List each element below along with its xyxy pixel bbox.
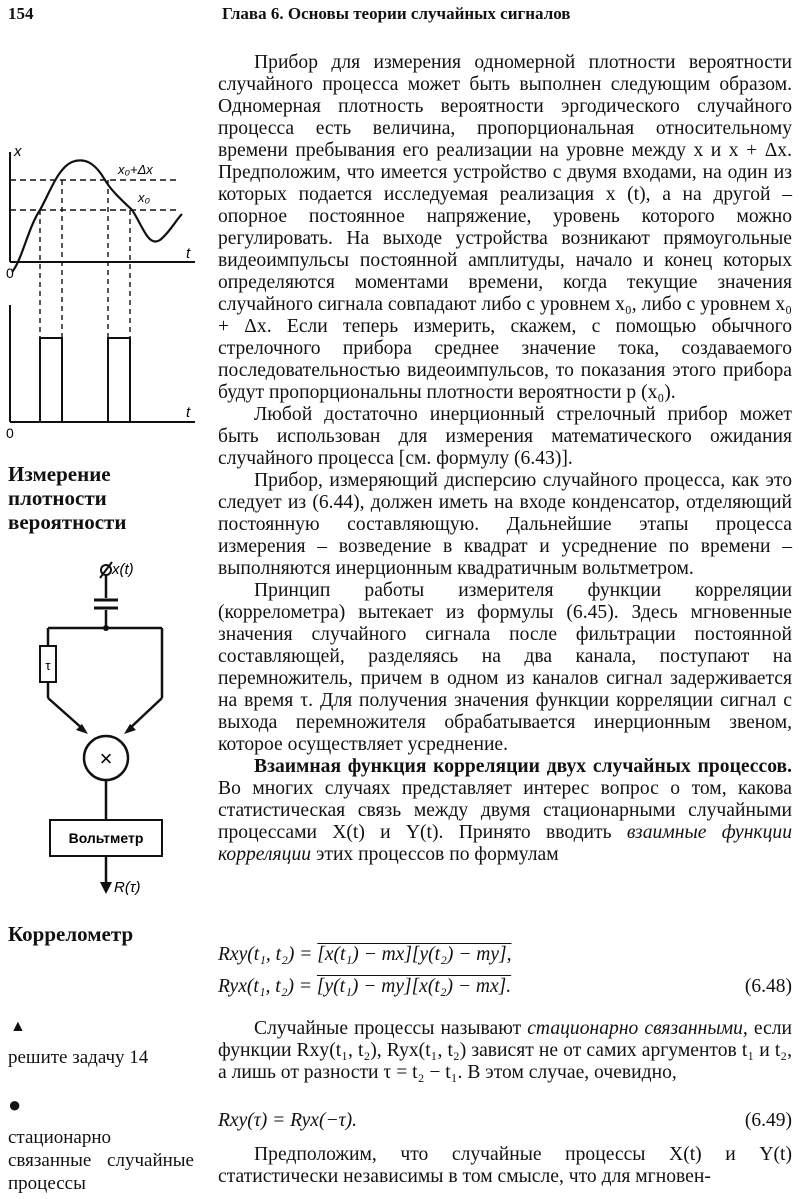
term-cross-correlation: взаимные функции корреляции — [218, 822, 792, 865]
equation-6-48-line1: Rxy(t₁, t₂) = [x(t₁) − mx][y(t₂) − my], — [218, 944, 512, 965]
paragraph-1: Прибор для измерения одномерной плотности вероятности случайного процесса может быть выполнен следующим образом. Одномерная плотность вероятности эргодического случайного процесса есть величина, пропорциональная относительному времени пребывания его реализации на уровне между x и x + Δx. Предположим, что имеется устройство с двумя входами, на один из которых подается исследуемая реализация x (t), а на другой – опорное постоянное напряжение, уровень которого можно регулировать. На выходе устройства возникают прямоугольные видеоимпульсы постоянной амплитуды, начало и конец которых определяются моментами времени, когда текущие значения случайного сигнала совпадают либо с уровнем x₀, либо с уровнем x₀ + Δx. Если теперь измерить, скажем, с помощью обычного стрелочного прибора среднее значение тока, создаваемого последовательностью видеоимпульсов, то показания этого прибора будут пропорциональны плотности вероятности p (x₀). — [218, 52, 792, 403]
paragraph-5-heading: Взаимная функция корреляции двух случайных процессов. — [254, 756, 792, 777]
equation-6-48-line2: Ryx(t₁, t₂) = [y(t₁) − my][x(t₂) − mx]. (6.48) — [218, 976, 792, 997]
delay-label: τ — [45, 658, 51, 673]
level-upper-label: x₀+Δx — [118, 162, 153, 177]
paragraph-4: Принцип работы измерителя функции корреляции (коррелометра) вытекает из формулы (6.45). Здесь мгновенные значения случайного сигнала после фильтрации постоянной составляющей, разделяясь на два канала, поступают на перемножитель, причем в одном из каналов сигнал задерживается на время τ. Для получения значения функции корреляции сигнал с выхода перемножителя обрабатывается инерционным звеном, которое осуществляет усреднение. — [218, 580, 792, 755]
paragraph-5: Взаимная функция корреляции двух случайных процессов. Во многих случаях представляет интерес вопрос о том, какова статистическая связь между двумя стационарными случайными процессами X(t) и Y(t). Принято вводить взаимные функции корреляции этих процессов по формулам — [218, 756, 792, 865]
equation-6-49: Rxy(τ) = Ryx(−τ). (6.49) — [218, 1110, 792, 1131]
axis-t-label-bottom: t — [186, 404, 191, 421]
main-text-upper — [218, 52, 792, 866]
term-stationary-related: стационарно связанными, — [527, 1018, 748, 1039]
level-lower-label: x₀ — [138, 190, 150, 205]
origin-label-bottom: 0 — [6, 425, 14, 441]
equation-number-6-48: (6.48) — [744, 976, 792, 997]
main-text-lower — [218, 1018, 792, 1084]
figure1-caption: Измерение плотности вероятности — [8, 462, 127, 534]
input-label: x(t) — [112, 561, 134, 578]
output-label: R(τ) — [114, 879, 141, 896]
equation-number-6-49: (6.49) — [744, 1110, 792, 1131]
bullet-marker: ● — [8, 1092, 22, 1117]
triangle-marker: ▲ — [10, 1018, 26, 1035]
paragraph-7: Предположим, что случайные процессы X(t) и Y(t) статистически независимы в том смысле, что для мгновен- — [218, 1144, 792, 1187]
margin-note-term: стационарно связанные случайные процессы — [8, 1127, 194, 1194]
pulse-2 — [108, 338, 130, 422]
axis-x-label: x — [14, 143, 22, 160]
paragraph-6: Случайные процессы называют стационарно связанными, если функции Rxy(t₁, t₂), Ryx(t₁, t₂) зависят не от самих аргументов t₁ и t₂, а лишь от разности τ = t₂ − t₁. В этом случае, очевидно, — [218, 1018, 793, 1083]
origin-label: 0 — [6, 265, 14, 281]
margin-note-task: решите задачу 14 — [8, 1047, 149, 1068]
page-number: 154 — [8, 4, 34, 23]
correlometer-figure — [0, 548, 205, 908]
main-text-final — [218, 1144, 792, 1188]
density-measurement-figure — [0, 140, 200, 450]
pulse-1 — [40, 338, 62, 422]
running-header: Глава 6. Основы теории случайных сигналов — [222, 4, 571, 23]
axis-t-label: t — [186, 245, 191, 262]
paragraph-2: Любой достаточно инерционный стрелочный прибор может быть использован для измерения математического ожидания случайного процесса [см. формулу (6.43)]. — [218, 404, 792, 469]
figure2-caption: Коррелометр — [8, 922, 134, 946]
paragraph-3: Прибор, измеряющий дисперсию случайного процесса, как это следует из (6.44), должен иметь на входе конденсатор, отделяющий постоянную составляющую. Дальнейшие этапы процесса измерения – возведение в квадрат и усреднение по времени – выполняются инерционным квадратичным вольтметром. — [218, 470, 792, 579]
voltmeter-label: Вольтметр — [68, 830, 144, 846]
multiplier-symbol: × — [99, 746, 113, 771]
